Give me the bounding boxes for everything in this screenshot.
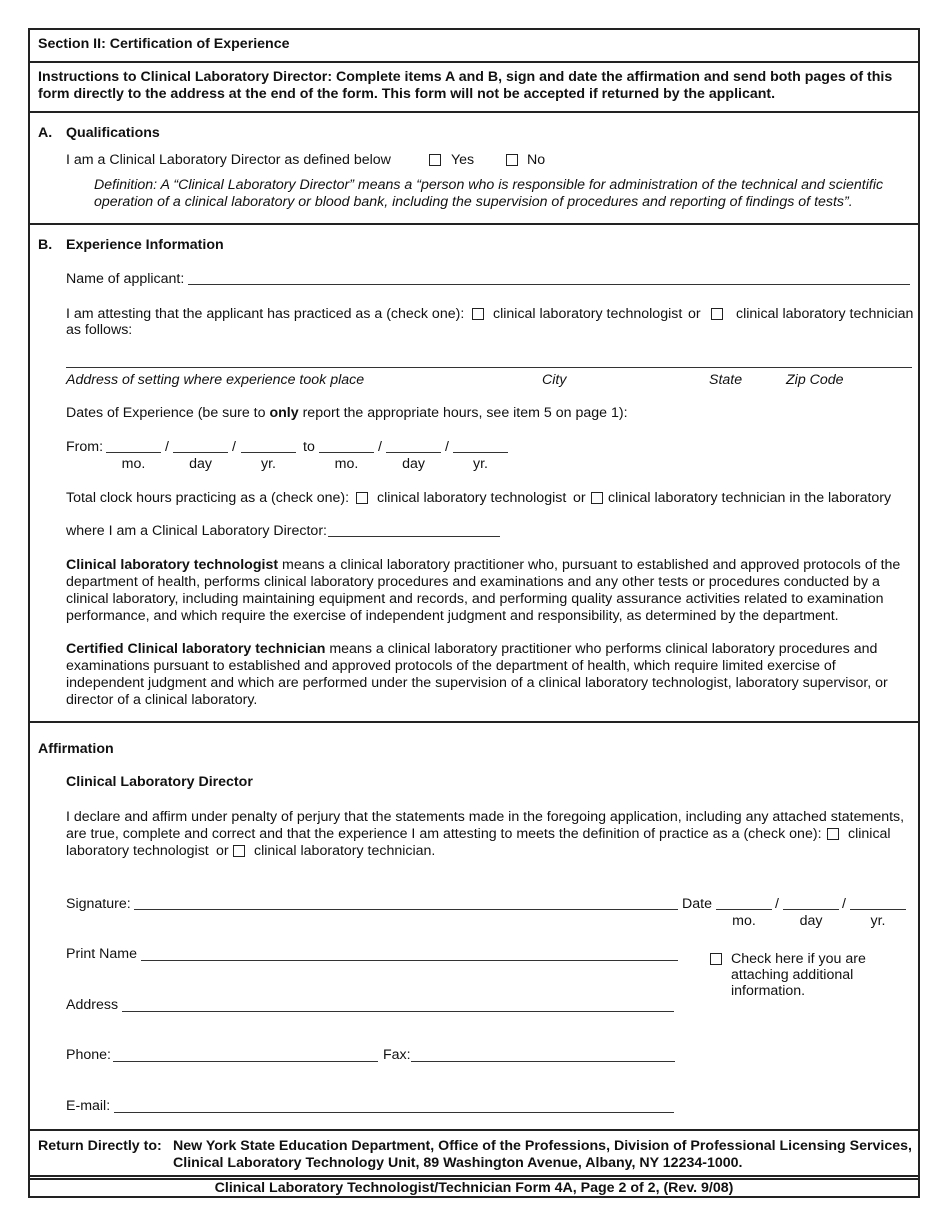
return-label: Return Directly to: (38, 1138, 162, 1154)
print-name-field[interactable] (141, 960, 678, 961)
director-definition: Definition: A “Clinical Laboratory Director” means a “person who is responsible for administration of the technical and scientific operation of a clinical laboratory or blood bank, including the supervision of procedures and reporting of findings of tests”. (94, 177, 884, 210)
city-caption: City (542, 372, 567, 388)
section-a-letter: A. (38, 125, 53, 141)
from-day-field[interactable] (173, 452, 228, 453)
zip-caption: Zip Code (786, 372, 844, 388)
technologist-definition: Clinical laboratory technologist means a clinical laboratory practitioner who, pursuant to established and approved protocols of the department of health, performs clinical laboratory procedures and examinations and any other tests or procedures conducted by a clinical laboratory, including maintaining equipment and records, and performing quality assurance activities related to examination performance, and which require the exercise of independent judgment and responsibility, as determined by the department. (66, 557, 901, 624)
phone-field[interactable] (113, 1061, 378, 1062)
affirmation-subheading: Clinical Laboratory Director (66, 774, 253, 790)
mo-caption: mo. (732, 913, 756, 929)
yes-checkbox[interactable] (429, 154, 441, 166)
or-text: or (216, 843, 229, 859)
email-label: E-mail: (66, 1098, 111, 1114)
or-text: or (688, 306, 701, 322)
to-year-field[interactable] (453, 452, 508, 453)
address-label: Address (66, 997, 119, 1013)
address-field[interactable] (122, 1011, 674, 1012)
day-caption: day (799, 913, 823, 929)
hours-technologist-checkbox[interactable] (356, 492, 368, 504)
date-separator: / (445, 439, 449, 455)
hours-technologist-label: clinical laboratory technologist (377, 490, 567, 506)
address-caption: Address of setting where experience took place (66, 372, 365, 388)
affirm-technician-checkbox[interactable] (233, 845, 245, 857)
no-label: No (527, 152, 546, 168)
form-page (28, 28, 920, 1198)
print-name-label: Print Name (66, 946, 137, 962)
phone-label: Phone: (66, 1047, 111, 1063)
divider (30, 721, 918, 723)
technologist-option-label: clinical laboratory technologist (493, 306, 683, 322)
email-field[interactable] (114, 1112, 674, 1113)
date-separator: / (165, 439, 169, 455)
yr-caption: yr. (261, 456, 276, 472)
or-text: or (573, 490, 586, 506)
affirm-technologist-checkbox[interactable] (827, 828, 839, 840)
experience-heading: Experience Information (66, 237, 224, 253)
return-address-line-1: New York State Education Department, Office of the Professions, Division of Professional Licensing Services, (173, 1138, 912, 1154)
additional-info-checkbox[interactable] (710, 953, 722, 965)
fax-field[interactable] (411, 1061, 675, 1062)
dates-instructions: Dates of Experience (be sure to only report the appropriate hours, see item 5 on page 1): (66, 405, 628, 421)
attach-text-line-3: information. (731, 983, 806, 999)
affirm-technologist-label: laboratory technologist (66, 843, 209, 859)
mo-caption: mo. (121, 456, 146, 472)
attach-text-line-1: Check here if you are (731, 951, 866, 967)
divider (30, 1129, 918, 1131)
date-separator: / (232, 439, 236, 455)
applicant-name-field[interactable] (188, 284, 910, 285)
sign-day-field[interactable] (783, 909, 839, 910)
to-label: to (303, 439, 315, 455)
section-title: Section II: Certification of Experience (38, 36, 290, 52)
attest-text: I am attesting that the applicant has practiced as a (check one): (66, 306, 465, 322)
technician-definition: Certified Clinical laboratory technician means a clinical laboratory practitioner who performs clinical laboratory procedures and examinations pursuant to established and approved protocols of the department of health, which require limited exercise of independent judgment and which are performed under the supervision of a clinical laboratory technologist, laboratory supervisor, or director of a clinical laboratory. (66, 641, 888, 708)
attach-text-line-2: attaching additional (731, 967, 854, 983)
technician-checkbox[interactable] (711, 308, 723, 320)
technician-option-label: clinical laboratory technician (736, 306, 914, 322)
fax-label: Fax: (383, 1047, 411, 1063)
yr-caption: yr. (473, 456, 488, 472)
declaration-line-2: are true, complete and correct and that the experience I am attesting to meets the definition of practice as a (check one): (66, 826, 822, 842)
yes-label: Yes (451, 152, 475, 168)
from-month-field[interactable] (106, 452, 161, 453)
return-address-line-2: Clinical Laboratory Technology Unit, 89 Washington Avenue, Albany, NY 12234-1000. (173, 1155, 743, 1171)
qualifications-heading: Qualifications (66, 125, 160, 141)
divider (30, 223, 918, 225)
to-month-field[interactable] (319, 452, 374, 453)
where-director-label: where I am a Clinical Laboratory Director: (66, 523, 327, 539)
director-statement: I am a Clinical Laboratory Director as defined below (66, 152, 391, 168)
date-separator: / (378, 439, 382, 455)
from-label: From: (66, 439, 104, 455)
hours-technician-checkbox[interactable] (591, 492, 603, 504)
signature-field[interactable] (134, 909, 678, 910)
form-footer: Clinical Laboratory Technologist/Technician Form 4A, Page 2 of 2, (Rev. 9/08) (214, 1180, 734, 1196)
signature-label: Signature: (66, 896, 131, 912)
affirmation-heading: Affirmation (38, 741, 114, 757)
divider (30, 111, 918, 113)
to-day-field[interactable] (386, 452, 441, 453)
instructions: Instructions to Clinical Laboratory Director: Complete items A and B, sign and date the affirmation and send both pages of this form directly to the address at the end of the form. This form will not be accepted if returned by the applicant. (38, 69, 893, 102)
divider (30, 1175, 918, 1177)
clinical-text: clinical (848, 826, 891, 842)
affirm-technician-label: clinical laboratory technician. (254, 843, 436, 859)
declaration-line-1: I declare and affirm under penalty of perjury that the statements made in the foregoing application, including any attached statements, (66, 809, 905, 825)
day-caption: day (402, 456, 425, 472)
section-b-letter: B. (38, 237, 53, 253)
mo-caption: mo. (334, 456, 359, 472)
applicant-name-label: Name of applicant: (66, 271, 185, 287)
divider (30, 61, 918, 63)
day-caption: day (189, 456, 212, 472)
sign-month-field[interactable] (716, 909, 772, 910)
state-caption: State (709, 372, 743, 388)
no-checkbox[interactable] (506, 154, 518, 166)
as-follows-text: as follows: (66, 322, 133, 338)
total-hours-text: Total clock hours practicing as a (check one): (66, 490, 350, 506)
from-year-field[interactable] (241, 452, 296, 453)
date-separator: / (842, 896, 846, 912)
address-of-setting-field[interactable] (66, 367, 912, 368)
date-label: Date (682, 896, 712, 912)
technologist-checkbox[interactable] (472, 308, 484, 320)
hours-technician-label: clinical laboratory technician in the laboratory (608, 490, 892, 506)
date-separator: / (775, 896, 779, 912)
sign-year-field[interactable] (850, 909, 906, 910)
total-hours-field[interactable] (328, 536, 500, 537)
yr-caption: yr. (870, 913, 886, 929)
